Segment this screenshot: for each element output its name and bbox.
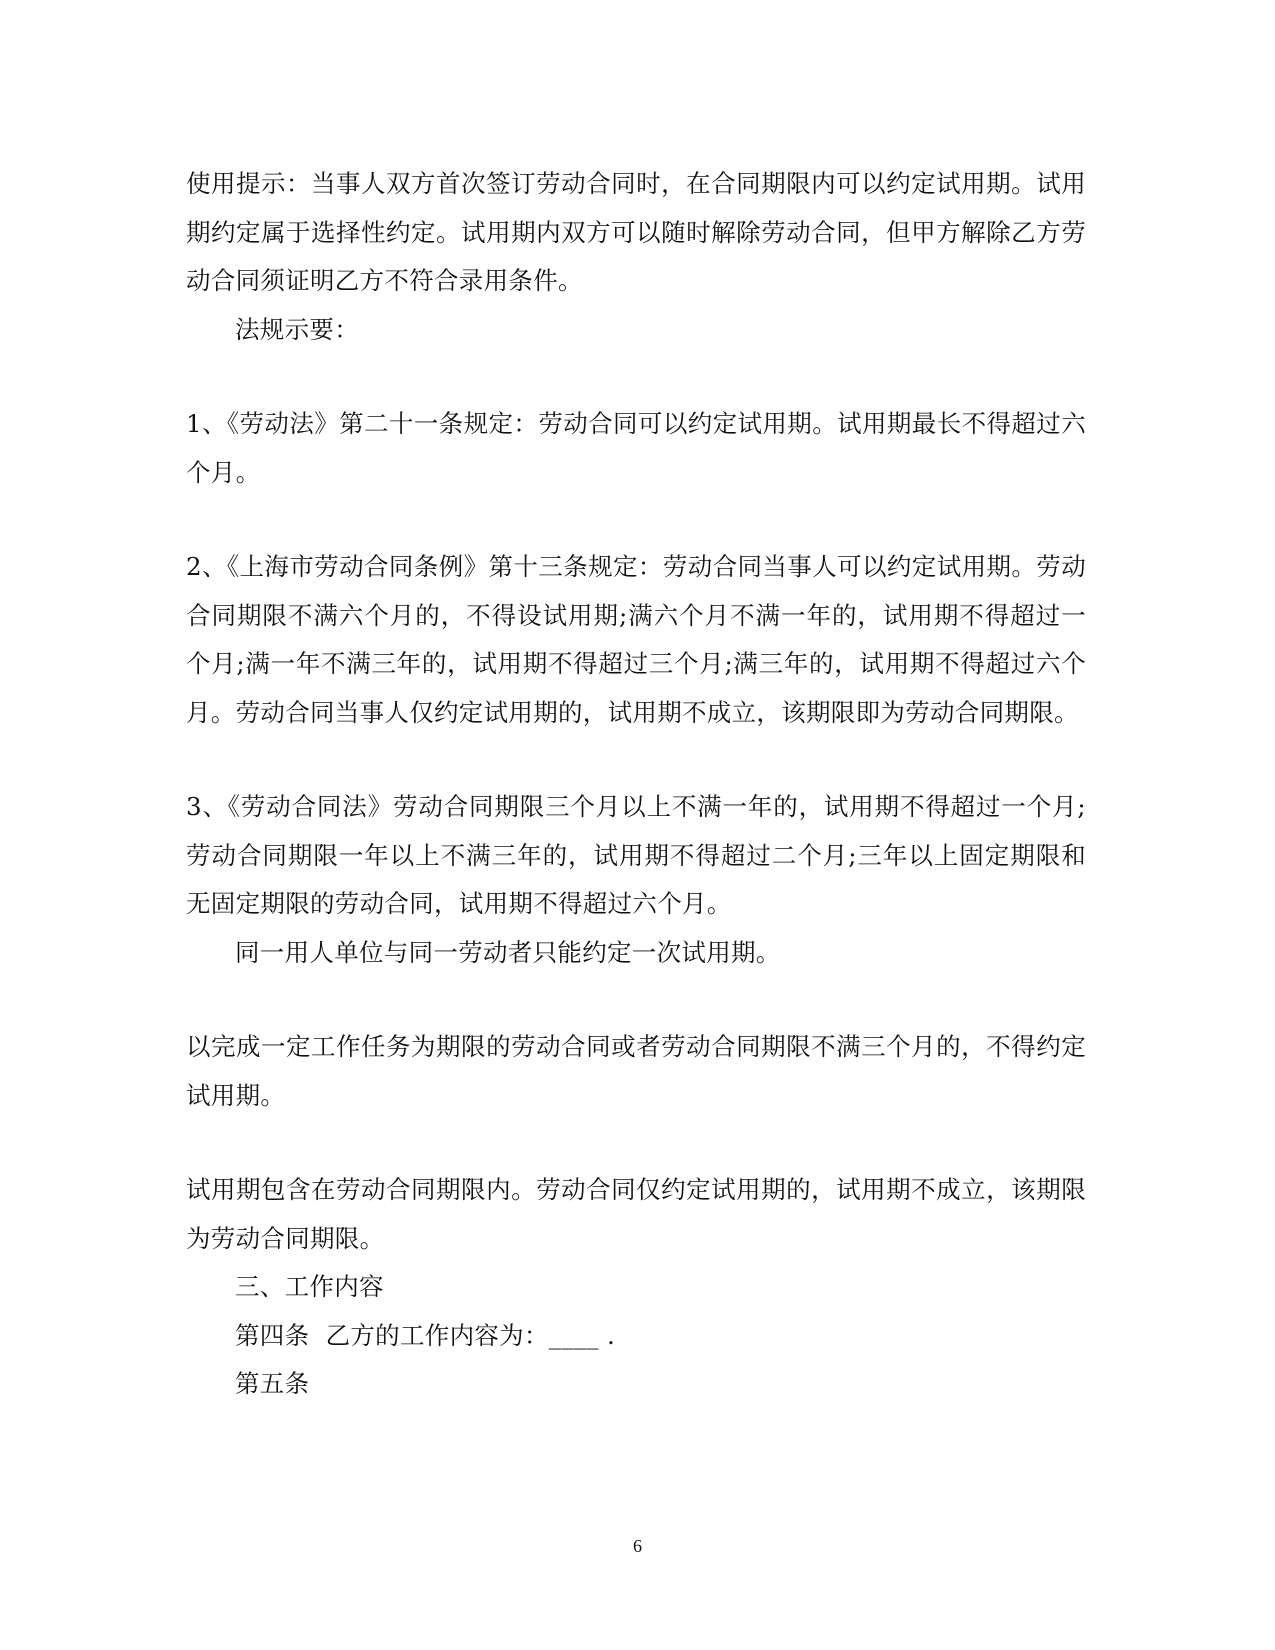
usage-tip-paragraph: 使用提示：当事人双方首次签订劳动合同时，在合同期限内可以约定试用期。试用期约定属于选择性约定。试用期内双方可以随时解除劳动合同，但甲方解除乙方劳动合同须证明乙方不符合录用条件。 — [186, 169, 1086, 295]
included-paragraph: 试用期包含在劳动合同期限内。劳动合同仅约定试用期的，试用期不成立，该期限为劳动合同期限。 — [186, 1175, 1086, 1253]
task-based-paragraph: 以完成一定工作任务为期限的劳动合同或者劳动合同期限不满三个月的，不得约定试用期。 — [186, 1032, 1086, 1110]
once-only-paragraph: 同一用人单位与同一劳动者只能约定一次试用期。 — [235, 937, 781, 967]
regulation-item-2: 2、《上海市劳动合同条例》第十三条规定：劳动合同当事人可以约定试用期。劳动合同期限不满六个月的，不得设试用期;满六个月不满一年的，试用期不得超过一个月;满一年不满三年的，试用期不得超过三个月;满三年的，试用期不得超过六个月。劳动合同当事人仅约定试用期的，试用期不成立，该期限即为劳动合同期限。 — [186, 552, 1086, 727]
regulations-heading: 法规示要： — [235, 314, 359, 344]
regulation-item-3: 3、《劳动合同法》劳动合同期限三个月以上不满一年的，试用期不得超过一个月;劳动合同期限一年以上不满三年的，试用期不得超过二个月;三年以上固定期限和无固定期限的劳动合同，试用期不得超过六个月。 — [186, 792, 1086, 918]
document-body — [186, 160, 1086, 1409]
page-number: 6 — [633, 1536, 642, 1556]
section-three-heading: 三、工作内容 — [235, 1272, 384, 1301]
regulation-item-1: 1、《劳动法》第二十一条规定：劳动合同可以约定试用期。试用期最长不得超过六个月。 — [186, 409, 1086, 487]
article-five: 第五条 — [235, 1369, 310, 1398]
article-four: 第四条 乙方的工作内容为：____ . — [235, 1320, 616, 1350]
